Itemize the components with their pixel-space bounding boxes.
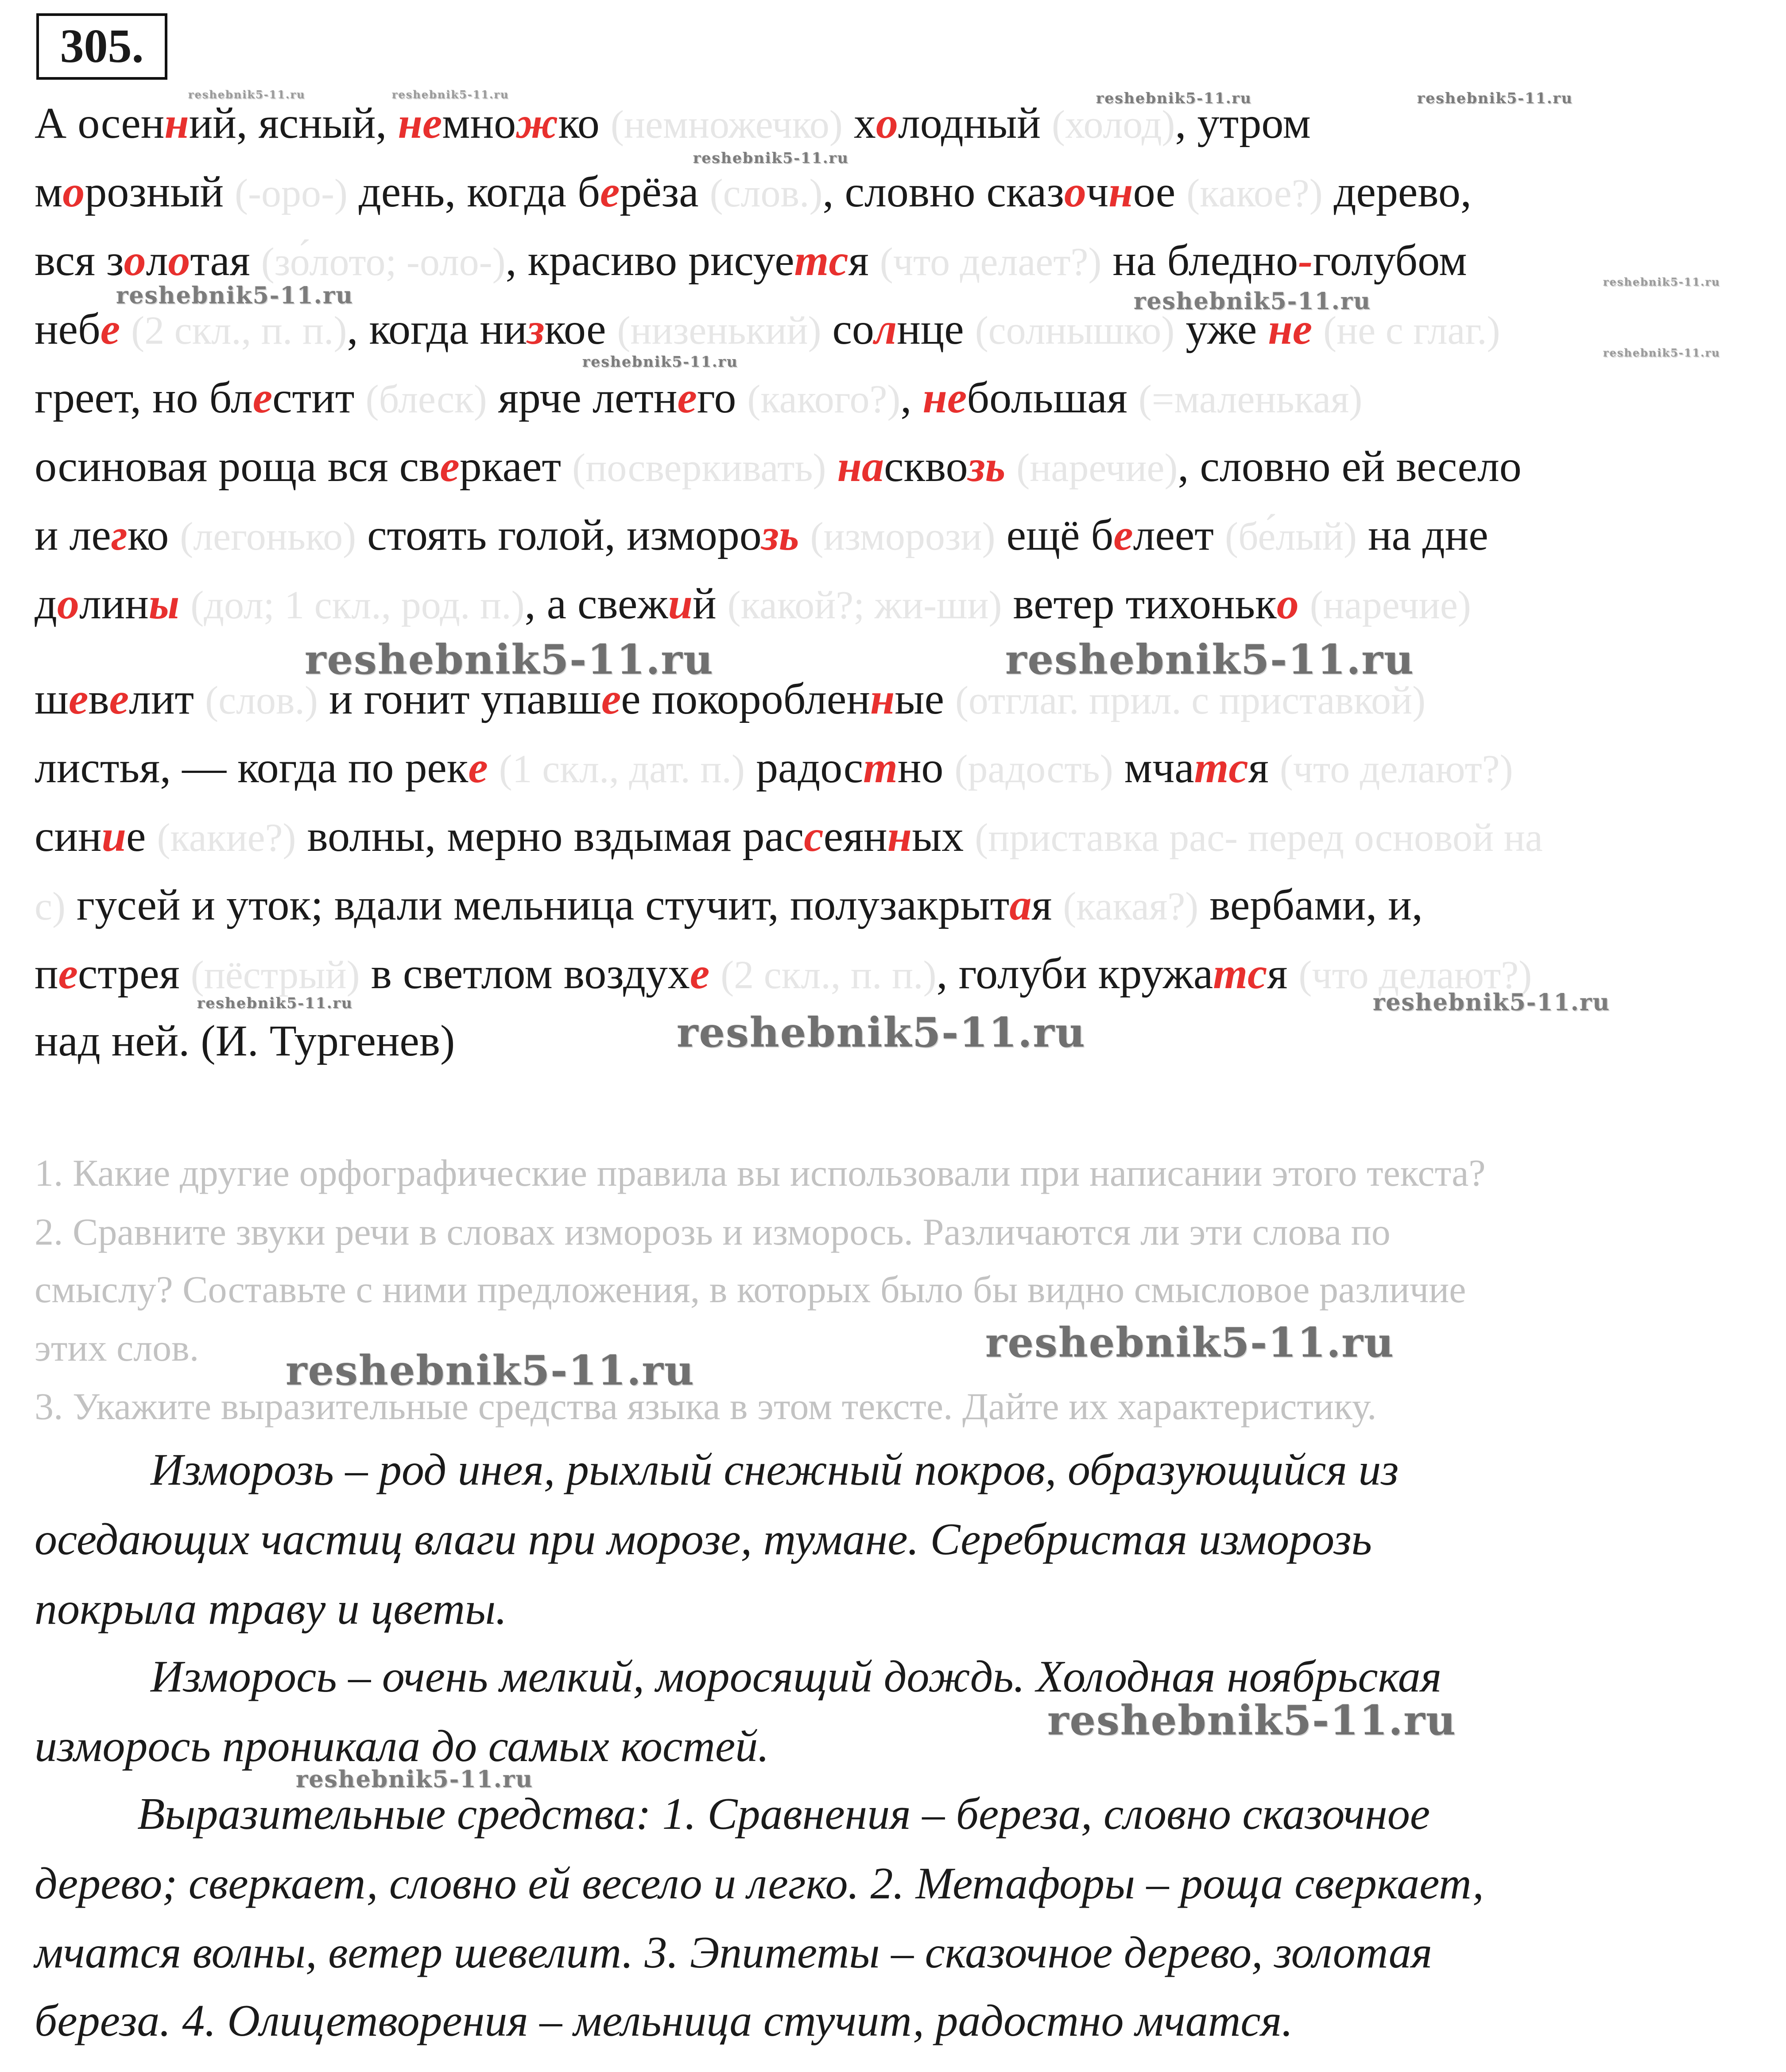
hint-note: (слов.): [205, 679, 318, 722]
highlighted-letters: е: [600, 167, 620, 216]
hint-note: (что делают?): [1298, 953, 1532, 997]
text-segment: стрея: [77, 949, 191, 998]
hint-note: (какие?): [157, 816, 296, 860]
highlighted-letters: о: [876, 98, 898, 147]
text-segment: голубом: [1313, 236, 1467, 285]
text-segment: л: [146, 236, 168, 285]
highlighted-letters: не: [398, 98, 442, 147]
watermark: reshebnik5-11.ru: [1134, 288, 1371, 315]
text-segment: я: [1248, 743, 1280, 792]
text-segment: уже: [1174, 304, 1268, 353]
text-segment: лодный: [898, 98, 1052, 147]
highlighted-letters: н: [1108, 167, 1133, 216]
text-segment: д: [35, 579, 57, 628]
text-line: [35, 1016, 455, 1065]
text-segment: [826, 442, 837, 491]
watermark: reshebnik5-11.ru: [1047, 1696, 1457, 1744]
highlighted-letters: е: [109, 674, 129, 723]
text-segment: нце: [897, 304, 975, 353]
answer-line: дерево; сверкает, словно ей весело и легко. 2. Метафоры – роща сверкает,: [35, 1859, 1484, 1909]
text-segment: осиновая роща вся св: [35, 442, 440, 491]
text-segment: на дне: [1357, 510, 1488, 559]
text-segment: стит: [272, 373, 366, 422]
highlighted-letters: и: [668, 579, 693, 628]
highlighted-letters: не: [1268, 304, 1313, 353]
text-segment: [120, 304, 131, 353]
text-line: [35, 444, 1522, 489]
answer-line: оседающих частиц влаги при морозе, тумане. Серебристая изморозь: [35, 1514, 1372, 1564]
answer-line: изморось проникала до самых костей.: [35, 1721, 769, 1771]
text-segment: в: [88, 674, 109, 723]
text-segment: [1299, 579, 1310, 628]
text-line: [35, 373, 1363, 422]
highlighted-letters: ы: [148, 579, 180, 628]
text-segment: неб: [35, 304, 101, 353]
text-segment: ые: [895, 674, 955, 723]
text-segment: ещё б: [995, 510, 1114, 559]
hint-note: (2 скл., п. п.): [131, 309, 347, 353]
watermark: reshebnik5-11.ru: [677, 1009, 1086, 1056]
text-segment: рёза: [620, 167, 710, 216]
answer-line: Изморозь – род инея, рыхлый снежный покров, образующийся из: [151, 1445, 1399, 1495]
highlighted-letters: з: [527, 304, 545, 353]
watermark: reshebnik5-11.ru: [286, 1346, 695, 1394]
highlighted-letters: о: [62, 167, 85, 216]
watermark: reshebnik5-11.ru: [197, 994, 353, 1012]
hint-note: (низенький): [617, 309, 821, 353]
text-segment: большая: [967, 373, 1139, 422]
text-segment: ,: [900, 373, 923, 422]
text-line: [35, 579, 1471, 628]
highlighted-letters: ж: [516, 98, 558, 147]
hint-note: (холод): [1052, 103, 1175, 147]
text-segment: , голуби кружа: [936, 949, 1213, 998]
exercise-number: 305.: [36, 13, 167, 80]
text-segment: день, когда б: [347, 167, 600, 216]
highlighted-letters: тс: [794, 236, 848, 285]
watermark: reshebnik5-11.ru: [116, 282, 354, 309]
highlighted-letters: о: [1276, 579, 1299, 628]
hint-note: (наречие): [1309, 583, 1471, 627]
question-line: этих слов.: [35, 1327, 199, 1369]
highlighted-letters: л: [874, 304, 897, 353]
text-segment: ркает: [459, 442, 573, 491]
text-segment: тая: [190, 236, 261, 285]
hint-note: (солнышко): [975, 309, 1175, 353]
text-segment: но: [897, 743, 955, 792]
question-line: 2. Сравните звуки речи в словах изморозь и изморось. Различаются ли эти слова по: [35, 1211, 1391, 1253]
text-segment: ш: [35, 674, 69, 723]
text-segment: лит: [129, 674, 205, 723]
text-segment: ий, ясный,: [189, 98, 398, 147]
hint-note: (не с глаг.): [1323, 309, 1500, 353]
question-line: 3. Укажите выразительные средства языка в этом тексте. Дайте их характеристику.: [35, 1385, 1377, 1428]
hint-note: (легонько): [180, 515, 356, 559]
highlighted-letters: н: [887, 811, 912, 861]
text-segment: дерево,: [1322, 167, 1472, 216]
watermark: reshebnik5-11.ru: [582, 353, 738, 370]
highlighted-letters: е: [440, 442, 460, 491]
text-line: [35, 674, 1426, 723]
question-line: 1. Какие другие орфографические правила вы использовали при написании этого текста?: [35, 1152, 1486, 1194]
text-segment: е: [126, 811, 157, 861]
text-segment: ко: [127, 510, 180, 559]
text-segment: [709, 949, 721, 998]
text-segment: лин: [79, 579, 149, 628]
text-segment: [1005, 442, 1016, 491]
question-line: смыслу? Составьте с ними предложения, в которых было бы видно смысловое различие: [35, 1268, 1466, 1311]
hint-note: (бе́лый): [1224, 515, 1357, 559]
text-segment: и ле: [35, 510, 111, 559]
highlighted-letters: е: [601, 674, 621, 723]
highlighted-letters: о: [57, 579, 79, 628]
text-segment: гусей и уток; вдали мельница стучит, полузакрыт: [65, 880, 1010, 929]
hint-note: (какой?; жи-ши): [727, 583, 1002, 627]
hint-note: (пёстрый): [190, 953, 360, 997]
text-segment: син: [35, 811, 102, 861]
text-segment: я: [1031, 880, 1063, 929]
text-segment: , когда ни: [347, 304, 527, 353]
watermark: reshebnik5-11.ru: [305, 636, 714, 683]
text-segment: го: [697, 373, 748, 422]
text-segment: м: [35, 167, 63, 216]
text-segment: ко: [558, 98, 611, 147]
highlighted-letters: тс: [1194, 743, 1248, 792]
text-segment: , словно ей весело: [1178, 442, 1522, 491]
hint-note: (что делает?): [879, 240, 1102, 284]
text-segment: я: [1267, 949, 1299, 998]
text-line: [35, 745, 1513, 790]
text-line: [35, 951, 1532, 996]
hint-note: (отглаг. прил. с приставкой): [955, 679, 1426, 722]
highlighted-letters: е: [468, 743, 488, 792]
highlighted-letters: а: [1009, 880, 1032, 929]
text-segment: [488, 743, 499, 792]
text-segment: листья, — когда по рек: [35, 743, 469, 792]
highlighted-letters: тс: [1213, 949, 1267, 998]
text-segment: волны, мерно вздымая рас: [296, 811, 804, 861]
highlighted-letters: и: [101, 811, 127, 861]
text-segment: в светлом воздух: [360, 949, 690, 998]
text-segment: ых: [912, 811, 975, 861]
hint-note: (слов.): [709, 171, 823, 215]
hint-note: (наречие): [1016, 446, 1178, 490]
text-segment: скво: [884, 442, 968, 491]
text-segment: , а свеж: [524, 579, 668, 628]
hint-note: (какая?): [1063, 885, 1199, 928]
hint-note: (дол; 1 скл., род. п.): [190, 583, 525, 627]
highlighted-letters: е: [677, 373, 697, 422]
text-segment: я: [848, 236, 880, 285]
text-segment: , словно сказ: [822, 167, 1064, 216]
text-segment: ч: [1086, 167, 1109, 216]
text-segment: греет, но бл: [35, 373, 253, 422]
highlighted-letters: е: [100, 304, 120, 353]
text-segment: радос: [744, 743, 864, 792]
highlighted-letters: зь: [968, 442, 1006, 491]
highlighted-letters: с: [804, 811, 824, 861]
watermark: reshebnik5-11.ru: [1603, 346, 1720, 359]
highlighted-letters: не: [922, 373, 967, 422]
hint-note: (радость): [954, 747, 1113, 791]
text-segment: А осен: [35, 98, 165, 147]
highlighted-letters: г: [111, 510, 128, 559]
text-line: [35, 510, 1488, 559]
text-segment: ярче летн: [487, 373, 678, 422]
hint-note: (немножечко): [610, 103, 843, 147]
highlighted-letters: т: [863, 743, 898, 792]
text-segment: й: [693, 579, 728, 628]
watermark: reshebnik5-11.ru: [1417, 89, 1573, 107]
text-segment: ветер тихоньк: [1002, 579, 1277, 628]
text-segment: еян: [823, 811, 887, 861]
highlighted-letters: е: [252, 373, 273, 422]
highlighted-letters: -: [1298, 236, 1313, 285]
answer-line: мчатся волны, ветер шевелит. 3. Эпитеты – сказочное дерево, золотая: [35, 1928, 1433, 1978]
hint-note: (1 скл., дат. п.): [499, 747, 745, 791]
watermark: reshebnik5-11.ru: [1096, 89, 1252, 107]
hint-note: (=маленькая): [1138, 377, 1363, 421]
text-segment: леет: [1133, 510, 1225, 559]
highlighted-letters: н: [870, 674, 895, 723]
highlighted-letters: е: [1113, 510, 1133, 559]
text-segment: стоять голой, изморо: [356, 510, 762, 559]
text-segment: кое: [544, 304, 617, 353]
highlighted-letters: на: [837, 442, 884, 491]
highlighted-letters: е: [690, 949, 710, 998]
hint-note: (какого?): [747, 377, 901, 421]
answer-line: Выразительные средства: 1. Сравнения – береза, словно сказочное: [137, 1789, 1430, 1839]
text-segment: над ней. (И. Тургенев): [35, 1016, 455, 1065]
hint-note: (2 скл., п. п.): [721, 953, 937, 997]
watermark: reshebnik5-11.ru: [1005, 636, 1414, 683]
text-segment: , утром: [1175, 98, 1311, 147]
text-line: [35, 238, 1467, 283]
text-segment: [799, 510, 810, 559]
highlighted-letters: е: [69, 674, 89, 723]
text-segment: со: [821, 304, 874, 353]
highlighted-letters: о: [124, 236, 146, 285]
highlighted-letters: е: [58, 949, 78, 998]
highlighted-letters: о: [168, 236, 190, 285]
text-segment: , красиво рисуе: [505, 236, 794, 285]
text-line: [35, 811, 1543, 861]
hint-note: (приставка рас- перед основой на: [975, 816, 1543, 860]
highlighted-letters: н: [164, 98, 189, 147]
text-segment: и гонит упавш: [318, 674, 601, 723]
watermark: reshebnik5-11.ru: [1603, 275, 1720, 288]
answer-line: Изморось – очень мелкий, моросящий дождь. Холодная ноябрьская: [151, 1652, 1442, 1702]
text-segment: на бледно: [1101, 236, 1298, 285]
text-segment: х: [842, 98, 876, 147]
text-segment: е покороблен: [621, 674, 870, 723]
watermark: reshebnik5-11.ru: [985, 1319, 1395, 1366]
watermark: reshebnik5-11.ru: [693, 149, 849, 167]
text-segment: ое: [1133, 167, 1187, 216]
watermark: reshebnik5-11.ru: [1373, 989, 1611, 1016]
text-segment: вся з: [35, 236, 124, 285]
watermark: reshebnik5-11.ru: [296, 1766, 534, 1793]
answer-line: береза. 4. Олицетворения – мельница стучит, радостно мчатся.: [35, 1996, 1293, 2046]
hint-note: (зо́лото; -оло-): [261, 240, 506, 284]
highlighted-letters: о: [1064, 167, 1086, 216]
text-segment: розный: [85, 167, 235, 216]
text-segment: п: [35, 949, 58, 998]
hint-note: (что делают?): [1279, 747, 1513, 791]
hint-note: (блеск): [365, 377, 487, 421]
highlighted-letters: зь: [761, 510, 799, 559]
hint-note: (изморози): [810, 515, 996, 559]
hint-note: (посверкивать): [572, 446, 826, 490]
hint-note: (-оро-): [235, 171, 348, 215]
text-segment: вербами, и,: [1198, 880, 1423, 929]
watermark: reshebnik5-11.ru: [188, 88, 306, 101]
text-line: [35, 880, 1423, 929]
text-segment: [179, 579, 190, 628]
hint-note: с): [35, 885, 66, 928]
text-line: [35, 167, 1472, 216]
answer-line: покрыла траву и цветы.: [35, 1584, 507, 1634]
text-segment: мча: [1113, 743, 1194, 792]
text-segment: мно: [442, 98, 516, 147]
watermark: reshebnik5-11.ru: [392, 88, 509, 101]
hint-note: (какое?): [1186, 171, 1323, 215]
